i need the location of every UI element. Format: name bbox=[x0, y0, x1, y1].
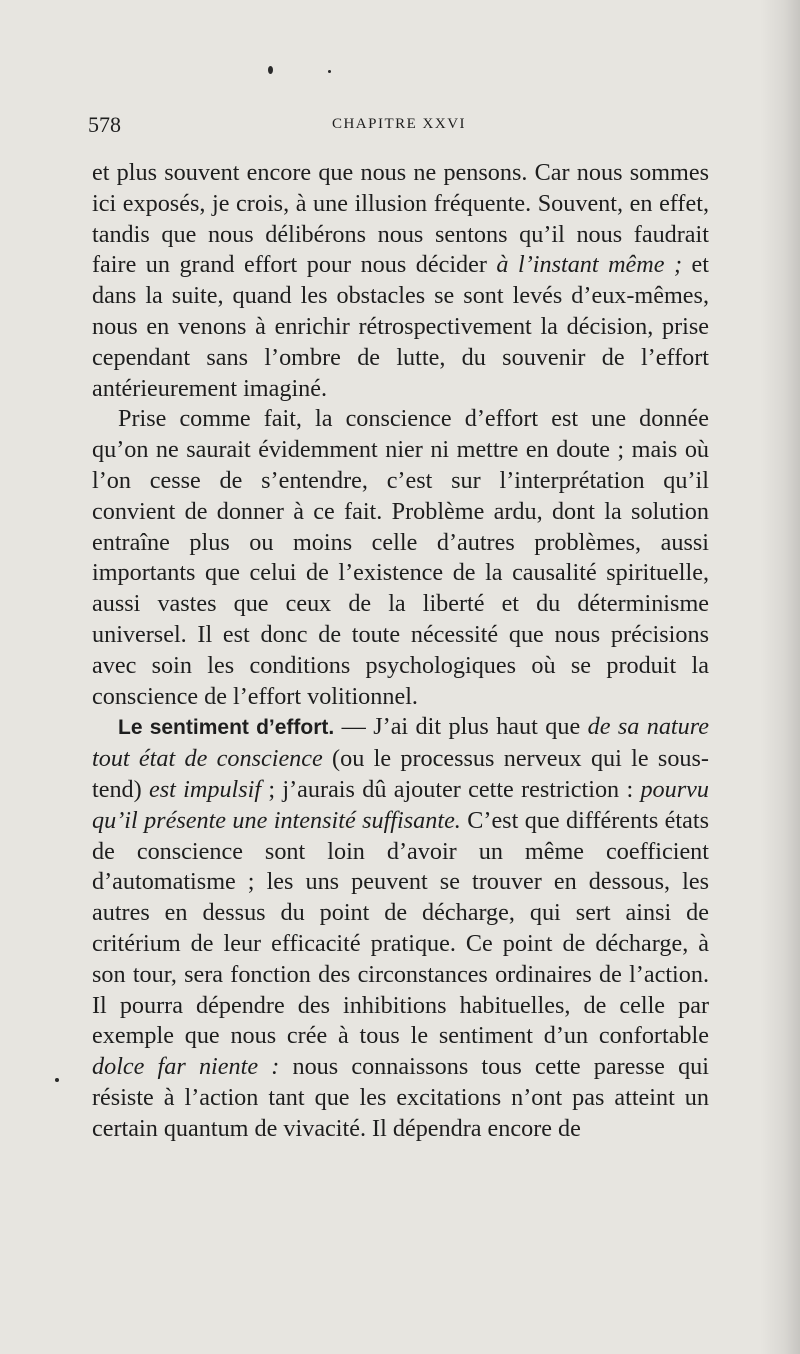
text-run: ; j’aurais dû ajouter cette restriction : bbox=[261, 775, 641, 803]
italic-run: dolce far niente : bbox=[92, 1053, 280, 1081]
page-number: 578 bbox=[88, 112, 121, 137]
ink-speck bbox=[55, 1078, 59, 1082]
paragraph-effort-consciousness bbox=[92, 404, 709, 712]
italic-run: de sa nature tout état de conscience bbox=[92, 713, 709, 773]
text-run: et dans la suite, quand les obstacles se sont levés d’eux-mêmes, nous en venons à enrichir rétrospectivement la décision, prise cependant sans l’ombre de lutte, du souvenir de l’effort antérieurement imaginé. bbox=[92, 251, 709, 402]
body-text bbox=[92, 158, 709, 1145]
text-run: et plus souvent encore que nous ne pensons. Car nous sommes ici exposés, je crois, à une illusion fréquente. Souvent, en effet, tandis que nous délibérons nous sentons qu’il nous faudrait faire un grand effort pour nous décider bbox=[92, 159, 709, 279]
ink-speck bbox=[328, 70, 331, 73]
paragraph-sentiment-effort bbox=[92, 712, 709, 1144]
italic-run: à l’instant même ; bbox=[496, 251, 683, 279]
italic-run: est impulsif bbox=[149, 775, 262, 803]
text-run: nous connaissons tous cette paresse qui résiste à l’action tant que les excitations n’ont pas atteint un certain quantum de vivacité. Il dépendra encore de bbox=[92, 1053, 709, 1142]
text-run: Prise comme fait, la conscience d’effort est une donnée qu’on ne saurait évidemment nier ni mettre en doute ; mais où l’on cesse de s’entendre, c’est sur l’interprétation qu’il convient de donner à ce fait. Problème ardu, dont la solution entraîne plus ou moins celle d’autres problèmes, aussi importants que celui de l’existence de la causalité spirituelle, aussi vastes que ceux de la liberté et du déterminisme universel. Il est donc de toute nécessité que nous précisions avec soin les conditions psychologiques où se produit la conscience de l’effort volitionnel. bbox=[92, 405, 709, 710]
text-run: C’est que différents états de conscience sont loin d’avoir un même coefficient d’automatisme ; les uns peuvent se trouver en dessous, les autres en dessus du point de décharge, qui sert ainsi de critérium de leur efficacité pratique. Ce point de décharge, à son tour, sera fonction des circonstances ordinaires de l’action. Il pourra dépendre des inhibitions habituelles, de celle par exemple que nous crée à tous le sentiment d’un confortable bbox=[92, 806, 709, 1050]
text-run: (ou le processus nerveux qui le sous-tend) bbox=[92, 745, 709, 803]
page-header bbox=[88, 112, 710, 140]
page-edge-shadow bbox=[760, 0, 800, 1354]
chapter-title: CHAPITRE XXVI bbox=[331, 116, 467, 132]
paragraph-continuation bbox=[92, 158, 709, 404]
italic-run: pourvu qu’il présente une intensité suffisante. bbox=[92, 775, 709, 834]
text-run: — J’ai dit plus haut que bbox=[334, 713, 588, 741]
section-heading: Le sentiment d’effort. bbox=[118, 716, 335, 740]
ink-speck bbox=[268, 66, 273, 74]
